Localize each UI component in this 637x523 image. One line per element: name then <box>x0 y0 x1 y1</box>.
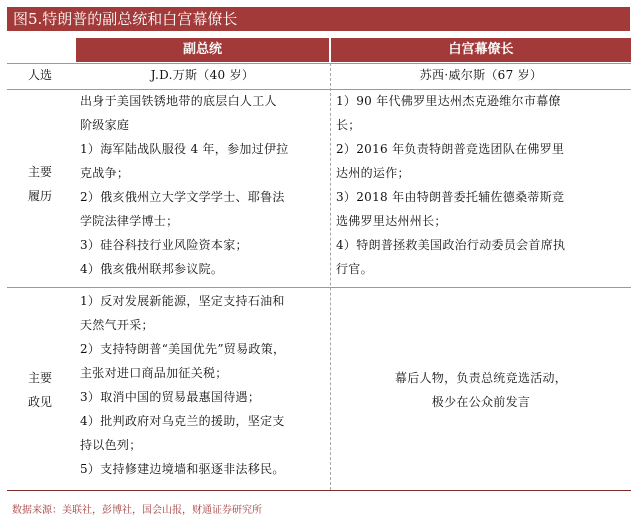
cos-name: 苏西·威尔斯（67 岁） <box>419 68 543 82</box>
row-label-career-line2: 履历 <box>27 189 52 203</box>
vp-career-line: 4）俄亥俄州联邦参议院。 <box>80 262 224 276</box>
vp-views-line: 5）支持修建边境墙和驱逐非法移民。 <box>80 462 285 476</box>
header-chief-of-staff: 白宫幕僚长 <box>331 38 631 62</box>
cos-career-line: 达州的运作； <box>336 166 410 180</box>
vp-career-line: 2）俄亥俄州立大学文学学士、耶鲁法 <box>80 190 285 204</box>
vp-career-line: 1）海军陆战队服役 4 年，参加过伊拉 <box>80 142 289 156</box>
vp-views-cell <box>80 289 328 481</box>
vp-views-line: 2）支持特朗普“美国优先”贸易政策， <box>80 342 286 356</box>
vp-career-line: 克战争； <box>80 166 130 180</box>
row-label-views <box>7 366 73 414</box>
table-bottom-rule <box>7 490 631 491</box>
row-label-person: 人选 <box>27 68 52 82</box>
column-divider <box>330 63 331 490</box>
cos-career-line: 选佛罗里达州州长； <box>336 214 447 228</box>
cos-views-line: 极少在公众前发言 <box>431 395 531 409</box>
vp-career-cell <box>80 89 328 281</box>
vp-name: J.D.万斯（40 岁） <box>150 68 255 82</box>
cos-views-line: 幕后人物，负责总统竞选活动， <box>394 371 568 385</box>
vp-career-line: 学院法律学博士； <box>80 214 179 228</box>
cos-career-line: 3）2018 年由特朗普委托辅佐德桑蒂斯竞 <box>336 190 565 204</box>
row-label-career-line1: 主要 <box>27 165 52 179</box>
vp-career-line: 出身于美国铁锈地带的底层白人工人 <box>80 94 277 108</box>
vp-views-line: 天然气开采； <box>80 318 154 332</box>
vp-views-line: 1）反对发展新能源，坚定支持石油和 <box>80 294 285 308</box>
vp-career-line: 阶级家庭 <box>80 118 130 132</box>
figure-title: 图5.特朗普的副总统和白宫幕僚长 <box>7 7 630 31</box>
header-vice-president: 副总统 <box>76 38 329 62</box>
cos-career-line: 2）2016 年负责特朗普竞选团队在佛罗里 <box>336 142 565 156</box>
vp-views-line: 持以色列； <box>80 438 142 452</box>
cos-career-line: 长； <box>336 118 361 132</box>
cos-career-line: 行官。 <box>336 262 373 276</box>
vp-views-line: 主张对进口商品加征关税； <box>80 366 228 380</box>
row-label-views-line1: 主要 <box>27 371 52 385</box>
row-label-views-line2: 政见 <box>27 395 52 409</box>
row-label-career <box>7 160 73 208</box>
cos-career-line: 1）90 年代佛罗里达州杰克逊维尔市幕僚 <box>336 94 561 108</box>
vp-views-line: 4）批判政府对乌克兰的援助，坚定支 <box>80 414 285 428</box>
vp-views-line: 3）取消中国的贸易最惠国待遇； <box>80 390 261 404</box>
row-divider-2 <box>7 287 631 288</box>
cos-views-cell <box>331 366 631 414</box>
cos-career-line: 4）特朗普拯救美国政治行动委员会首席执 <box>336 238 566 252</box>
vp-career-line: 3）硅谷科技行业风险资本家； <box>80 238 248 252</box>
cos-career-cell <box>336 89 630 281</box>
source-note: 数据来源：美联社，彭博社，国会山报，财通证券研究所 <box>12 505 262 516</box>
